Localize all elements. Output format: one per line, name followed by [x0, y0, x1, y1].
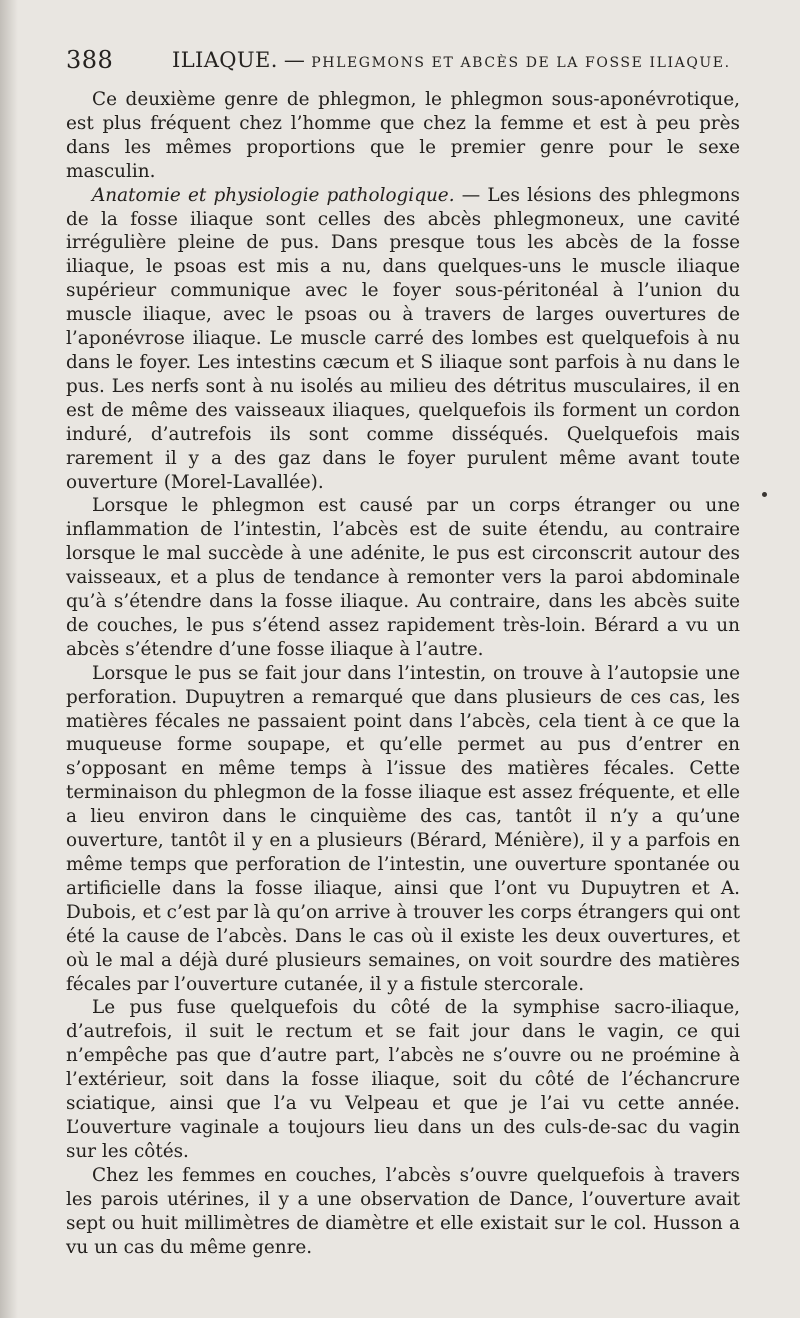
paragraph-1-text: Ce deuxième genre de phlegmon, le phlegmon sous-aponévrotique, est plus fréquent chez l’homme que chez la femme et est à peu près dans les mêmes proportions que le premier genre pour le sexe masculin. [66, 89, 740, 182]
running-title [172, 48, 731, 72]
paragraph-4-text: Lorsque le pus se fait jour dans l’intestin, on trouve à l’autopsie une perforation. Dupuytren a remarqué que dans plusieurs de ces cas, les matières fécales ne passaient point dans l’abcès, cela tient à ce que la muqueuse forme soupape, et qu’elle permet au pus d’entrer en s’opposant en même temps à l’issue des matières fécales. Cette terminaison du phlegmon de la fosse iliaque est assez fréquente, et elle a lieu environ dans le cinquième des cas, tantôt il n’y a qu’une ouverture, tantôt il y en a plusieurs (Bérard, Ménière), il y a parfois en même temps que perforation de l’intestin, une ouverture spontanée ou artificielle dans la fosse iliaque, ainsi que l’ont vu Dupuytren et A. Dubois, et c’est par là qu’on arrive à trouver les corps étrangers qui ont été la cause de l’abcès. Dans le cas où il existe les deux ouvertures, et où le mal a déjà duré plusieurs semaines, on voit sourdre des matières fécales par l’ouverture cutanée, il y a fistule stercorale. [66, 662, 740, 995]
running-title-dash: — [283, 48, 306, 72]
margin-mark [762, 492, 767, 497]
paragraph-1 [66, 88, 740, 184]
paragraph-3-text: Lorsque le phlegmon est causé par un corps étranger ou une inflammation de l’intestin, l’abcès est de suite étendu, au contraire lorsque le mal succède à une adénite, le pus est circonscrit autour des vaisseaux, et a plus de tendance à remonter vers la paroi abdominale qu’à s’étendre dans la fosse iliaque. Au contraire, dans les abcès suite de couches, le pus s’étend assez rapidement très-loin. Bérard a vu un abcès s’étendre d’une fosse iliaque à l’autre. [66, 495, 740, 660]
body-text [66, 88, 740, 1259]
paragraph-3 [66, 494, 740, 661]
running-title-sub: PHLEGMONS ET ABCÈS DE LA FOSSE ILIAQUE. [311, 55, 731, 71]
running-title-main: ILIAQUE. [172, 48, 278, 72]
paragraph-2 [66, 184, 740, 495]
paragraph-6 [66, 1164, 740, 1260]
section-heading: Anatomie et physiologie pathologique. [92, 184, 455, 206]
page-header [66, 44, 746, 84]
paragraph-2-text: — Les lésions des phlegmons de la fosse iliaque sont celles des abcès phlegmoneux, une cavité irrégulière pleine de pus. Dans presque tous les abcès de la fosse iliaque, le psoas est mis a nu, dans quelques-uns le muscle iliaque supérieur communique avec le foyer sous-péritonéal à l’union du muscle iliaque, avec le psoas ou à travers de larges ouvertures de l’aponévrose iliaque. Le muscle carré des lombes est quelquefois à nu dans le foyer. Les intestins cæcum et S iliaque sont parfois à nu dans le pus. Les nerfs sont à nu isolés au milieu des détritus musculaires, il en est de même des vaisseaux iliaques, quelquefois ils forment un cordon induré, d’autrefois ils sont comme disséqués. Quelquefois mais rarement il y a des gaz dans le foyer purulent même avant toute ouverture (Morel-Lavallée). [66, 184, 740, 493]
paragraph-5 [66, 996, 740, 1163]
paragraph-5-text: Le pus fuse quelquefois du côté de la symphise sacro-iliaque, d’autrefois, il suit le rectum et se fait jour dans le vagin, ce qui n’empêche pas que d’autre part, l’abcès ne s’ouvre ou ne proémine à l’extérieur, soit dans la fosse iliaque, soit du côté de l’échancrure sciatique, ainsi que l’a vu Velpeau et que je l’ai vu cette année. L’ouverture vaginale a toujours lieu dans un des culs-de-sac du vagin sur les côtés. [66, 997, 740, 1162]
paragraph-4 [66, 662, 740, 997]
page-number: 388 [66, 46, 114, 74]
paragraph-6-text: Chez les femmes en couches, l’abcès s’ouvre quelquefois à travers les parois utérines, il y a une observation de Dance, l’ouverture avait sept ou huit millimètres de diamètre et elle existait sur le col. Husson a vu un cas du même genre. [66, 1164, 740, 1258]
